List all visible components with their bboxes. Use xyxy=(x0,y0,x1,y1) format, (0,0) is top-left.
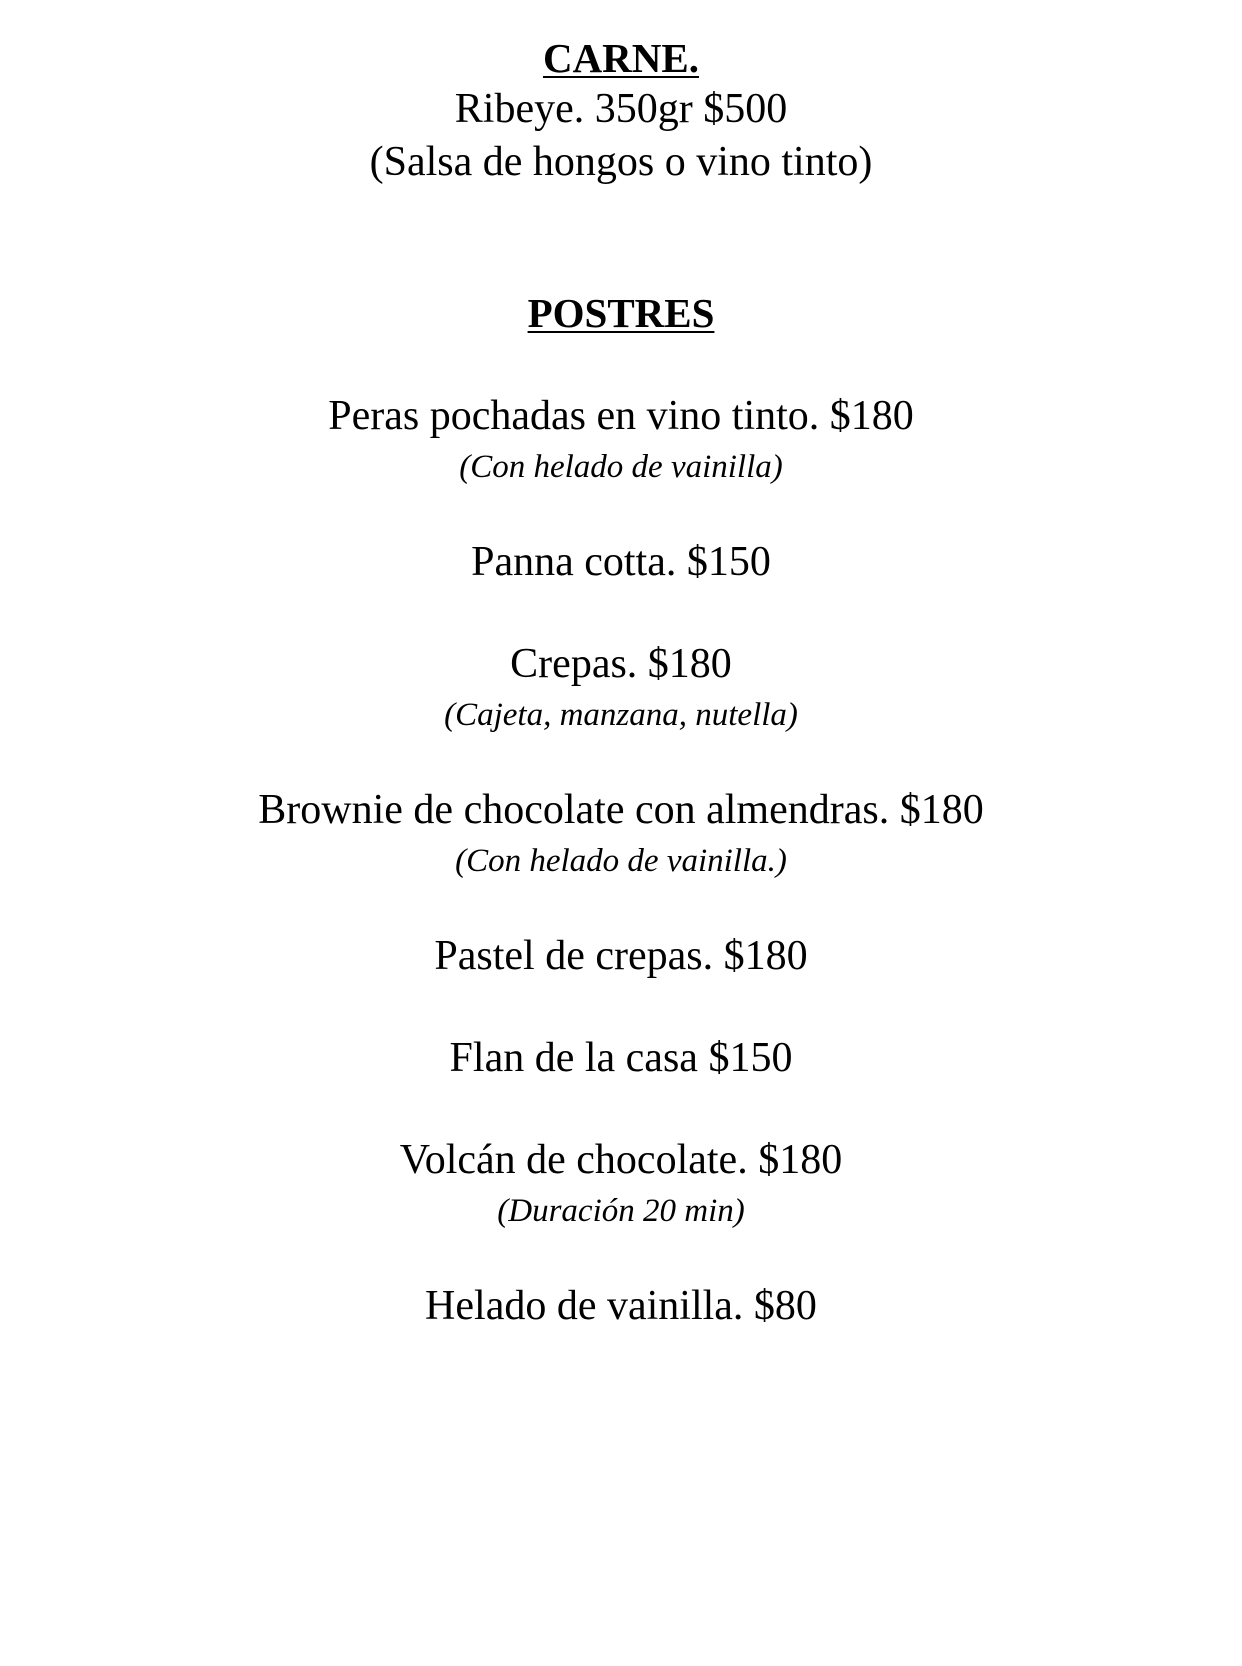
dessert-item-note: (Con helado de vainilla.) xyxy=(455,843,787,879)
dessert-item-name: Pastel de crepas. $180 xyxy=(434,933,808,979)
carne-item-note: (Salsa de hongos o vino tinto) xyxy=(369,139,873,185)
dessert-item-name: Peras pochadas en vino tinto. $180 xyxy=(328,393,914,439)
dessert-item-name: Brownie de chocolate con almendras. $180 xyxy=(258,787,984,833)
dessert-item-note: (Con helado de vainilla) xyxy=(459,449,783,485)
dessert-item-name: Volcán de chocolate. $180 xyxy=(399,1137,843,1183)
dessert-item-name: Panna cotta. $150 xyxy=(471,539,771,585)
carne-heading: CARNE. xyxy=(542,35,700,81)
postres-heading: POSTRES xyxy=(527,290,715,336)
carne-item: Ribeye. 350gr $500 xyxy=(454,86,788,132)
dessert-item-name: Crepas. $180 xyxy=(510,641,732,687)
dessert-item-note: (Cajeta, manzana, nutella) xyxy=(444,697,798,733)
dessert-item-note: (Duración 20 min) xyxy=(497,1193,745,1229)
dessert-item-name: Helado de vainilla. $80 xyxy=(425,1283,817,1329)
dessert-item-name: Flan de la casa $150 xyxy=(449,1035,793,1081)
